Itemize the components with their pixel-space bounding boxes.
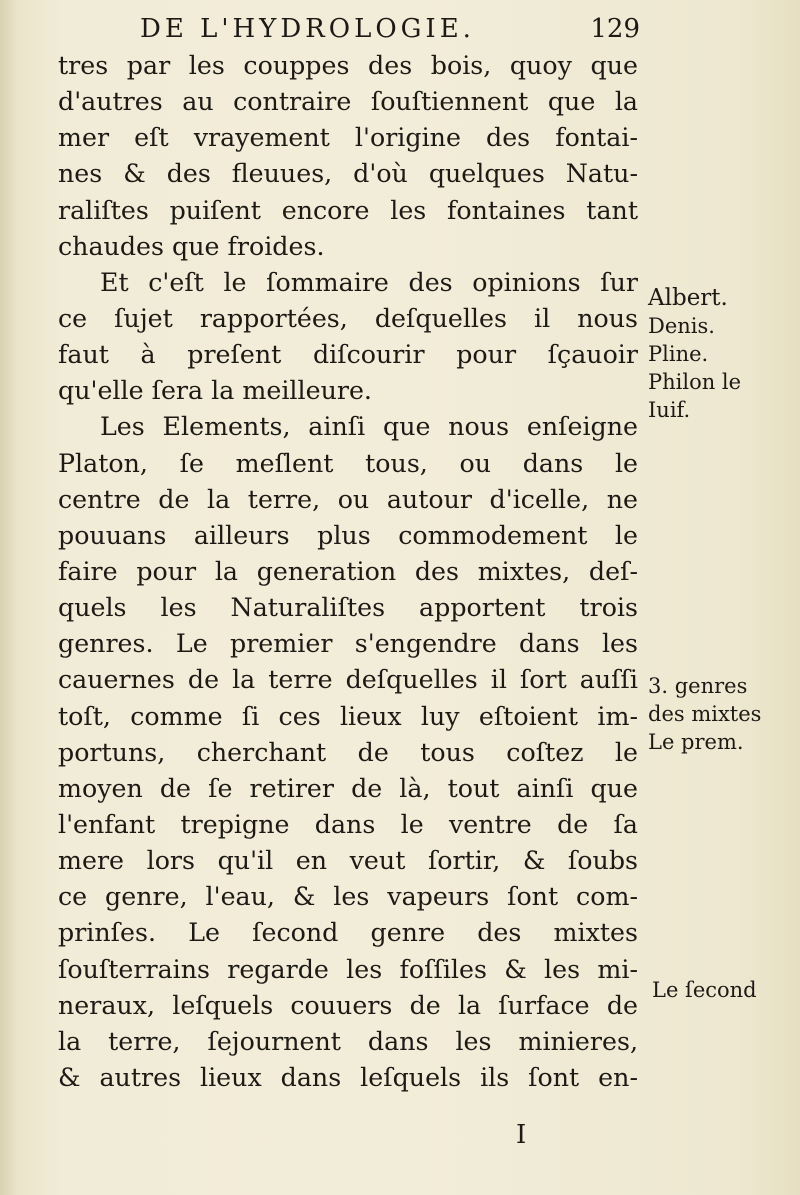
text-line: ce genre, l'eau, & les vapeurs ſont com-: [58, 882, 638, 912]
text-line: prinſes. Le ſecond genre des mixtes: [58, 918, 638, 948]
text-line: qu'elle ſera la meilleure.: [58, 376, 372, 406]
text-line: & autres lieux dans leſquels ils ſont en-: [58, 1062, 638, 1092]
body-text: [58, 48, 638, 1096]
text-line: quels les Naturaliſtes apportent trois: [58, 593, 638, 623]
text-line: chaudes que froides.: [58, 231, 325, 261]
margin-note-authorities: [648, 284, 788, 424]
margin-note-line: Philon le: [648, 370, 742, 394]
text-line: portuns, cherchant de tous coſtez le: [58, 737, 638, 767]
margin-note-second: [652, 976, 792, 1004]
margin-note-line: Denis.: [648, 314, 715, 338]
text-line: faire pour la generation des mixtes, deſ-: [58, 556, 638, 586]
text-line: raliſtes puiſent encore les fontaines tant: [58, 195, 638, 225]
text-line: la terre, ſejournent dans les minieres,: [58, 1026, 638, 1056]
text-line: genres. Le premier s'engendre dans les: [58, 629, 638, 659]
text-line: cauernes de la terre deſquelles il ſort auſſi: [58, 665, 638, 695]
text-line: mere lors qu'il en veut ſortir, & ſoubs: [58, 846, 638, 876]
text-line: toſt, comme ſi ces lieux luy eſtoient im-: [58, 701, 638, 731]
text-line: moyen de ſe retirer de là, tout ainſi que: [58, 773, 638, 803]
running-head: DE L'HYDROLOGIE.: [140, 14, 475, 44]
signature-mark: I: [516, 1120, 527, 1150]
text-line: faut à preſent diſcourir pour ſçauoir: [58, 340, 638, 370]
text-line: ce ſujet rapportées, deſquelles il nous: [58, 303, 638, 333]
margin-note-line: Iuif.: [648, 398, 691, 422]
text-line: Et c'eſt le ſommaire des opinions ſur: [100, 267, 638, 297]
text-line: mer eſt vrayement l'origine des fontai-: [58, 123, 638, 153]
text-line: Platon, ſe meſlent tous, ou dans le: [58, 448, 638, 478]
text-line: pouuans ailleurs plus commodement le: [58, 520, 638, 550]
margin-note-line: des mixtes: [648, 702, 762, 726]
text-line: tres par les couppes des bois, quoy que: [58, 51, 638, 80]
margin-note-line: 3. genres: [648, 674, 748, 698]
text-line: l'enfant trepigne dans le ventre de ſa: [58, 809, 638, 839]
text-line: d'autres au contraire ſouſtiennent que la: [58, 87, 638, 117]
margin-note-line: Le ſecond: [652, 978, 757, 1002]
text-line: neraux, leſquels couuers de la ſurface de: [58, 990, 638, 1020]
margin-note-three-genres: [648, 672, 788, 756]
page-header: [140, 14, 640, 50]
text-line: nes & des fleuues, d'où quelques Natu-: [58, 159, 638, 189]
margin-note-line: Pline.: [648, 342, 709, 366]
page-edge-shadow: [0, 0, 18, 1195]
margin-note-line: Le prem.: [648, 730, 744, 754]
text-line: ſouſterrains regarde les foſſiles & les mi-: [58, 954, 638, 984]
margin-note-line: Albert.: [648, 285, 728, 311]
text-line: Les Elements, ainſi que nous enſeigne: [100, 412, 638, 442]
text-line: centre de la terre, ou autour d'icelle, ne: [58, 484, 638, 514]
page-number: 129: [590, 14, 640, 44]
